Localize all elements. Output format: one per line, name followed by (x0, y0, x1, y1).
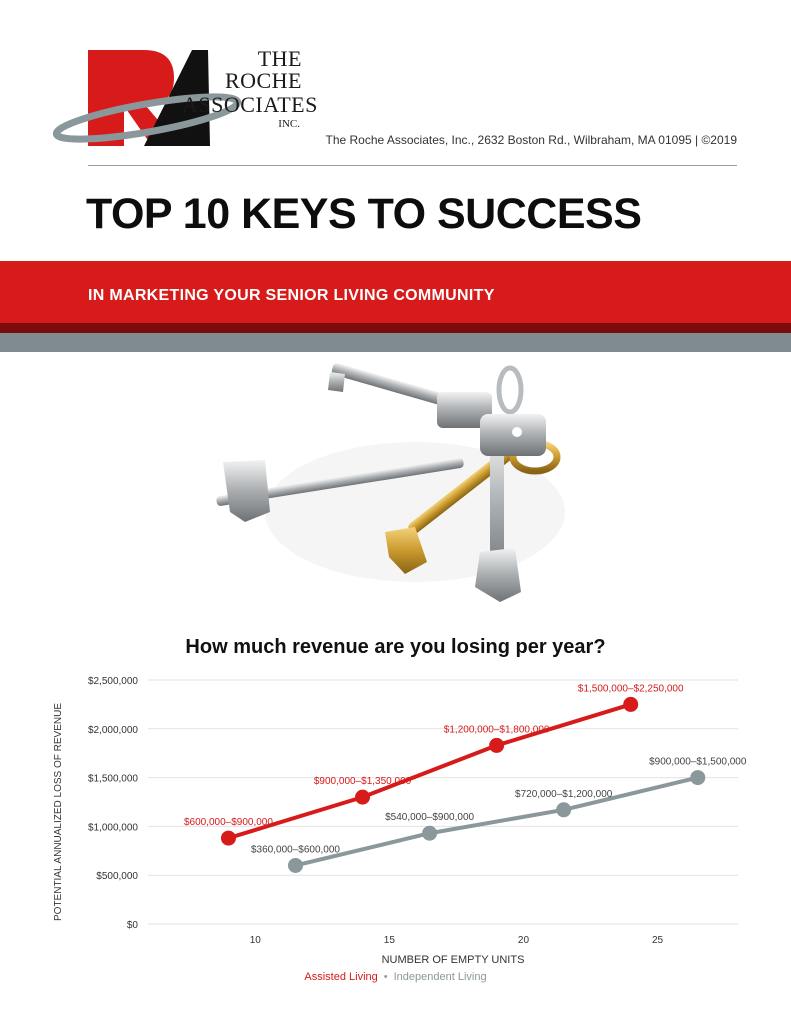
x-axis-label: NUMBER OF EMPTY UNITS (381, 954, 525, 966)
data-label: $360,000–$600,000 (251, 844, 340, 856)
legend-separator: • (383, 971, 388, 983)
legend-assisted-living: Assisted Living (304, 971, 378, 983)
logo-wordmark (182, 46, 318, 130)
data-label: $720,000–$1,200,000 (515, 788, 613, 800)
page-title: TOP 10 KEYS TO SUCCESS (86, 190, 642, 238)
data-point (422, 826, 437, 841)
logo-line-1: THE ROCHE (224, 46, 302, 93)
chart-legend (0, 971, 791, 983)
keys-image (205, 362, 575, 612)
data-point (288, 858, 303, 873)
data-point (489, 738, 504, 753)
data-label: $540,000–$900,000 (385, 812, 475, 824)
data-point (355, 790, 370, 805)
data-label: $900,000–$1,500,000 (649, 756, 747, 768)
revenue-loss-chart (0, 665, 791, 995)
data-label: $900,000–$1,350,000 (313, 776, 412, 788)
x-tick-label: 25 (651, 935, 664, 946)
data-point (690, 770, 705, 785)
x-tick-label: 15 (383, 935, 395, 946)
y-tick-label: $1,000,000 (87, 822, 138, 834)
grey-stripe (0, 333, 791, 352)
data-point (221, 831, 236, 846)
dark-red-stripe (0, 323, 791, 333)
company-address: The Roche Associates, Inc., 2632 Boston Rd., Wilbraham, MA 01095 | ©2019 (325, 133, 737, 147)
data-label: $1,200,000–$1,800,000 (443, 724, 550, 736)
y-tick-label: $2,500,000 (87, 676, 138, 687)
banner-subtitle: IN MARKETING YOUR SENIOR LIVING COMMUNITY (88, 287, 495, 304)
chart-title: How much revenue are you losing per year? (185, 636, 606, 658)
logo-line-2: ASSOCIATES (182, 92, 318, 117)
x-tick-label: 20 (517, 935, 530, 946)
y-tick-label: $0 (126, 920, 138, 931)
y-tick-label: $1,500,000 (87, 773, 138, 785)
x-tick-label: 10 (249, 935, 261, 946)
legend-independent-living: Independent Living (393, 971, 487, 983)
y-tick-label: $2,000,000 (87, 724, 138, 736)
series-line (296, 778, 698, 866)
data-label: $600,000–$900,000 (183, 817, 273, 829)
header-divider (88, 165, 737, 166)
y-tick-label: $500,000 (96, 871, 138, 883)
data-point (556, 802, 571, 817)
data-point (623, 697, 638, 712)
logo-line-3: INC. (278, 118, 300, 130)
y-axis-label: POTENTIAL ANNUALIZED LOSS OF REVENUE (53, 702, 64, 922)
data-label: $1,500,000–$2,250,000 (577, 683, 684, 695)
